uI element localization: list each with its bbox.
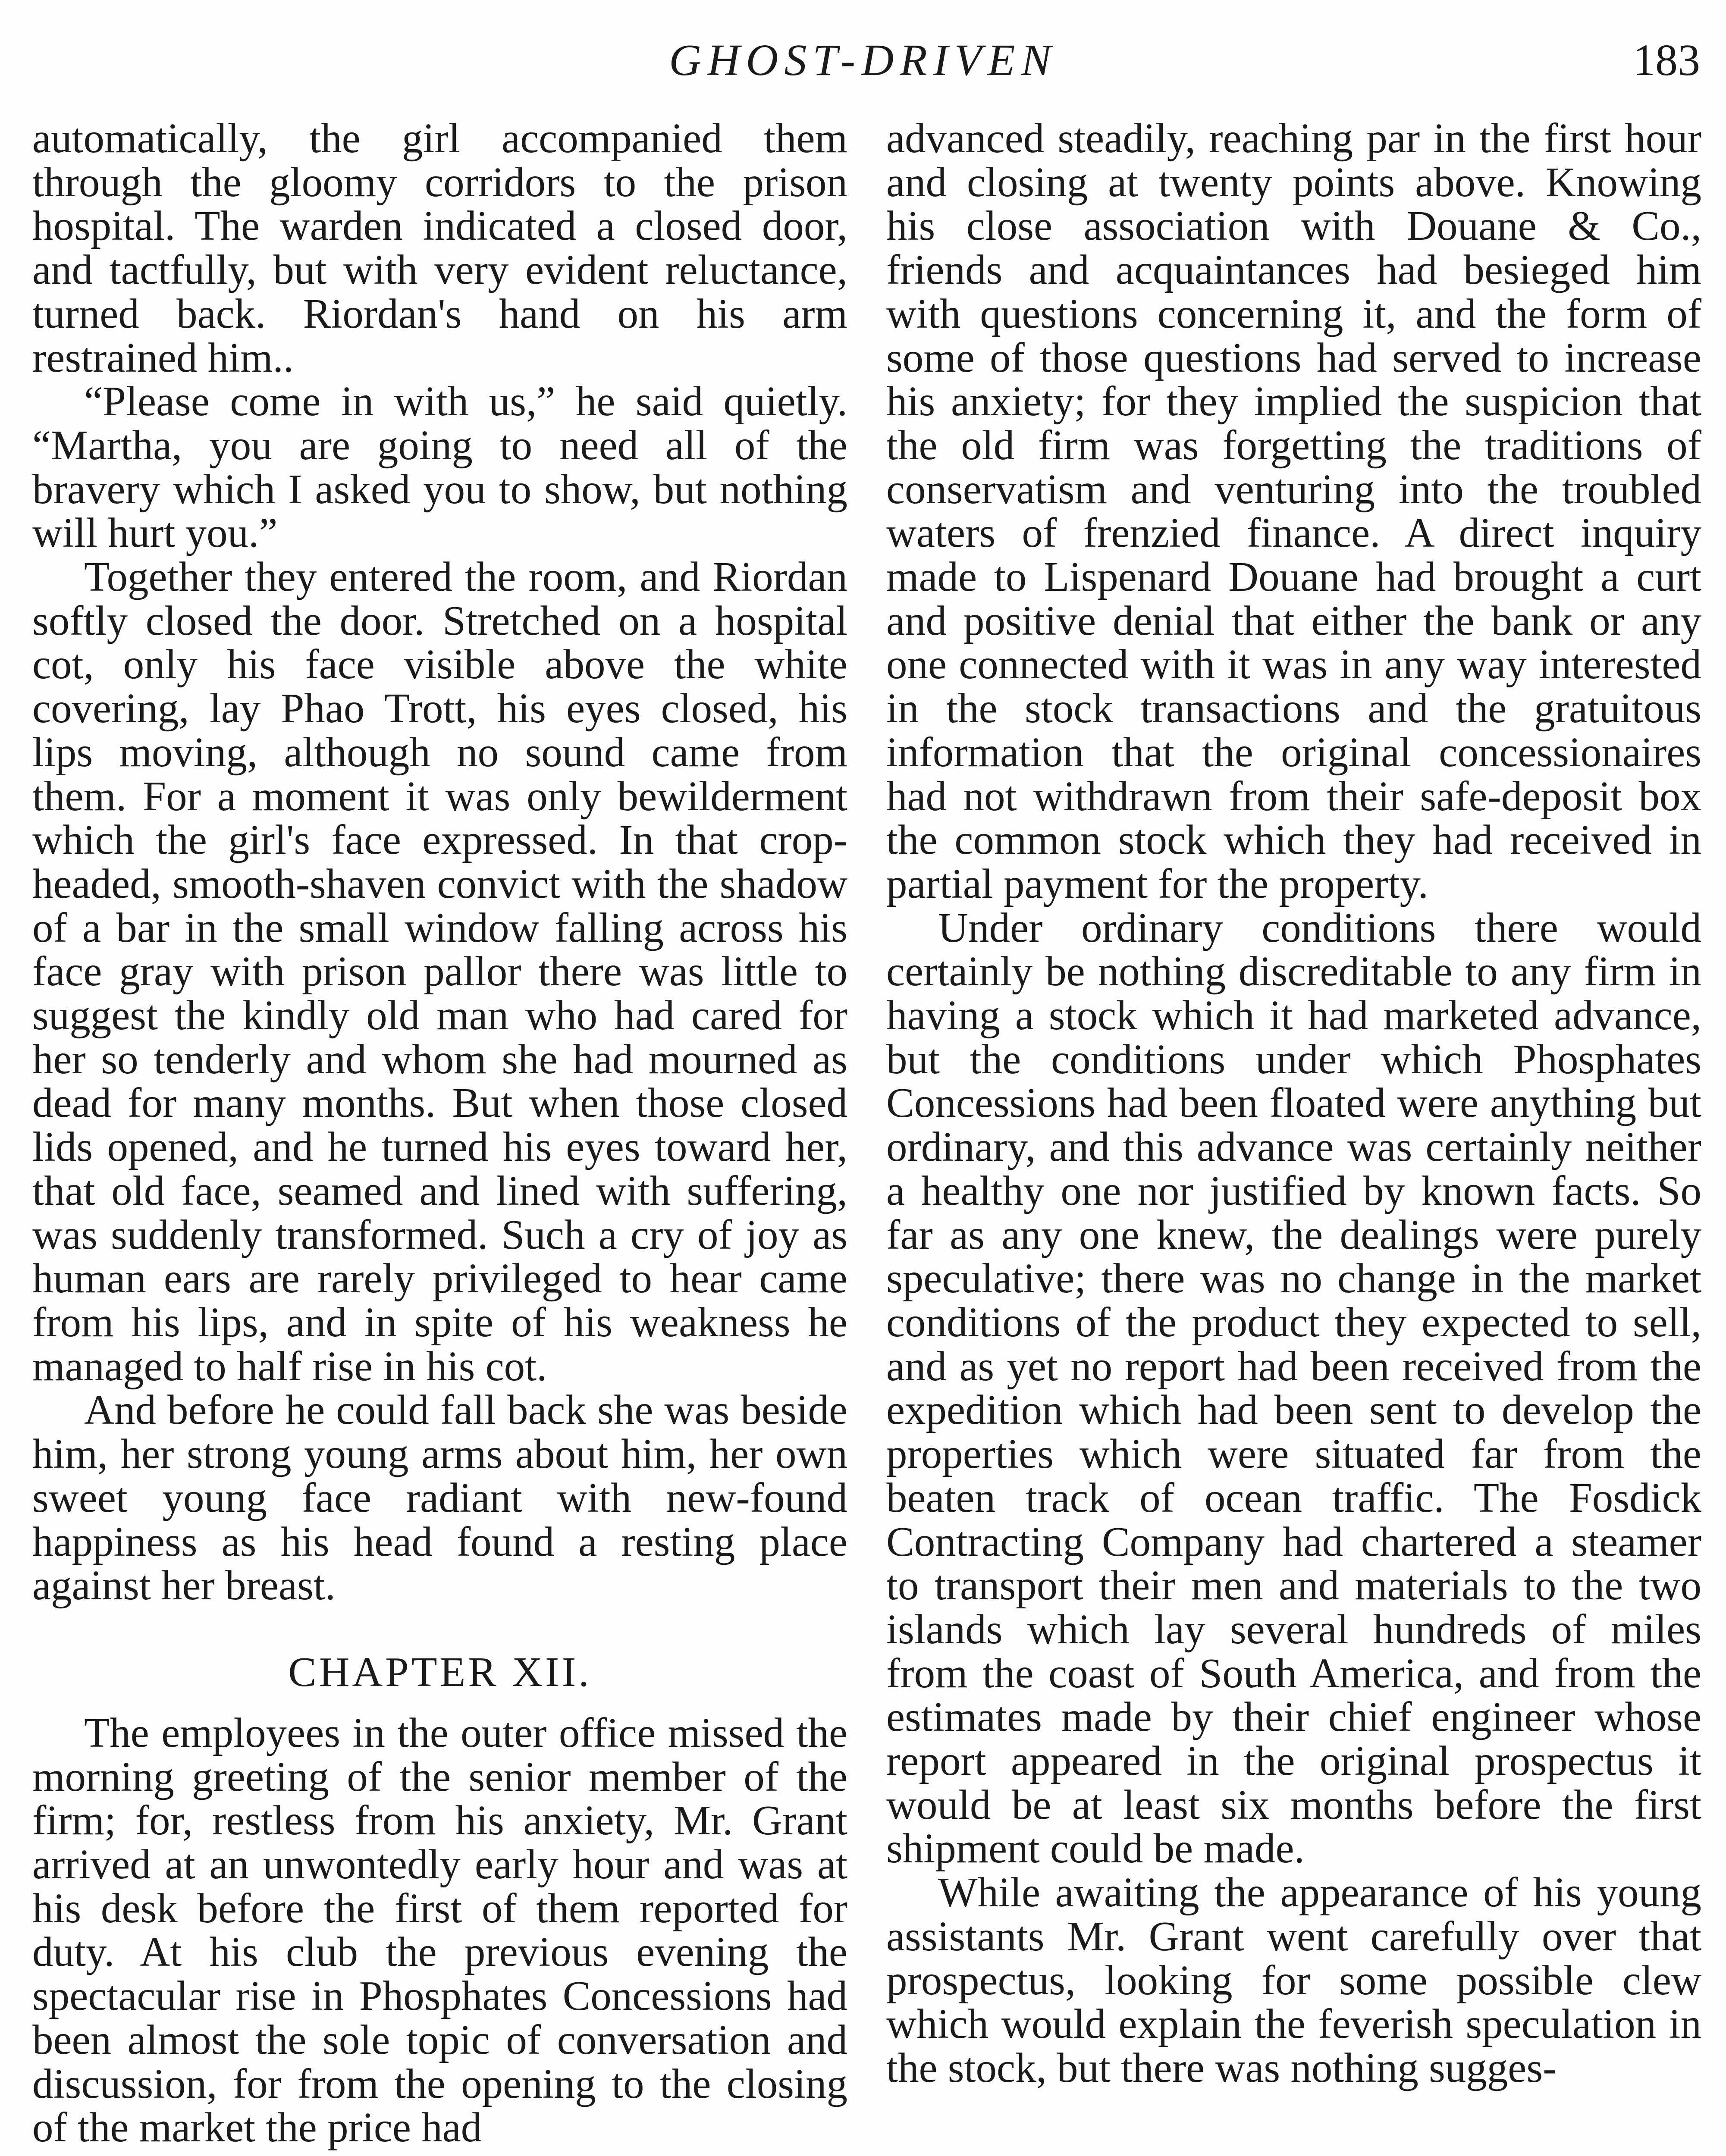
running-title: GHOST-DRIVEN — [669, 35, 1057, 85]
running-head — [26, 32, 1700, 88]
paragraph: The employees in the outer office missed the morning greeting of the senior member of the firm; for, restless from his anxiety, Mr. Grant arrived at an unwontedly early hour and was at his desk before the first of them reported for duty. At his club the previous evening the spectacular rise in Phosphates Concessions had been almost the sole topic of conversation and discussion, for from the opening to the closing of the market the price had — [32, 1709, 847, 2151]
left-column — [32, 116, 847, 2150]
paragraph: “Please come in with us,” he said quietly. “Martha, you are going to need all of the bravery which I asked you to show, but nothing will hurt you.” — [32, 378, 847, 556]
page-number: 183 — [1633, 35, 1700, 85]
paragraph: automatically, the girl accompanied them through the gloomy corridors to the prison hospital. The warden indicated a closed door, and tactfully, but with very evident reluctance, turned back. Riordan's hand on his arm restrained him.. — [32, 115, 847, 381]
paragraph: Under ordinary conditions there would certainly be nothing discreditable to any firm in having a stock which it had marketed advance, but the conditions under which Phosphates Concessions had been floated were anything but ordinary, and this advance was certainly neither a healthy one nor justified by known facts. So far as any one knew, the dealings were purely speculative; there was no change in the market conditions of the product they expected to sell, and as yet no report had been received from the expedition which had been sent to develop the properties which were situated far from the beaten track of ocean traffic. The Fosdick Contracting Company had chartered a steamer to transport their men and materials to the two islands which lay several hundreds of miles from the coast of South America, and from the estimates made by their chief engineer whose report appeared in the original prospectus it would be at least six months before the first shipment could be made. — [886, 904, 1701, 1872]
paragraph: While awaiting the appearance of his young assistants Mr. Grant went carefully over that prospectus, looking for some possible clew which would explain the feverish speculation in the stock, but there was nothing sugges- — [886, 1869, 1701, 2091]
paragraph: And before he could fall back she was beside him, her strong young arms about him, her own sweet young face radiant with new-found happiness as his head found a resting place against her breast. — [32, 1387, 847, 1609]
paragraph: advanced steadily, reaching par in the first hour and closing at twenty points above. Knowing his close association with Douane & Co., friends and acquaintances had besieged him with questions concerning it, and the form of some of those questions had served to increase his anxiety; for they implied the suspicion that the old firm was forgetting the traditions of conservatism and venturing into the troubled waters of frenzied finance. A direct inquiry made to Lispenard Douane had brought a curt and positive denial that either the bank or any one connected with it was in any way interested in the stock transactions and the gratuitous information that the original concessionaires had not withdrawn from their safe-deposit box the common stock which they had received in partial payment for the property. — [886, 115, 1701, 907]
chapter-heading: CHAPTER XII. — [288, 1648, 592, 1695]
paragraph: Together they entered the room, and Riordan softly closed the door. Stretched on a hospital cot, only his face visible above the white covering, lay Phao Trott, his eyes closed, his lips moving, although no sound came from them. For a moment it was only bewilderment which the girl's face expressed. In that crop-headed, smooth-shaven convict with the shadow of a bar in the small window falling across his face gray with prison pallor there was little to suggest the kindly old man who had cared for her so tenderly and whom she had mourned as dead for many months. But when those closed lids opened, and he turned his eyes toward her, that old face, seamed and lined with suffering, was suddenly transformed. Such a cry of joy as human ears are rarely privileged to hear came from his lips, and in spite of his weakness he managed to half rise in his cot. — [32, 554, 847, 1389]
right-column — [886, 116, 1701, 2090]
